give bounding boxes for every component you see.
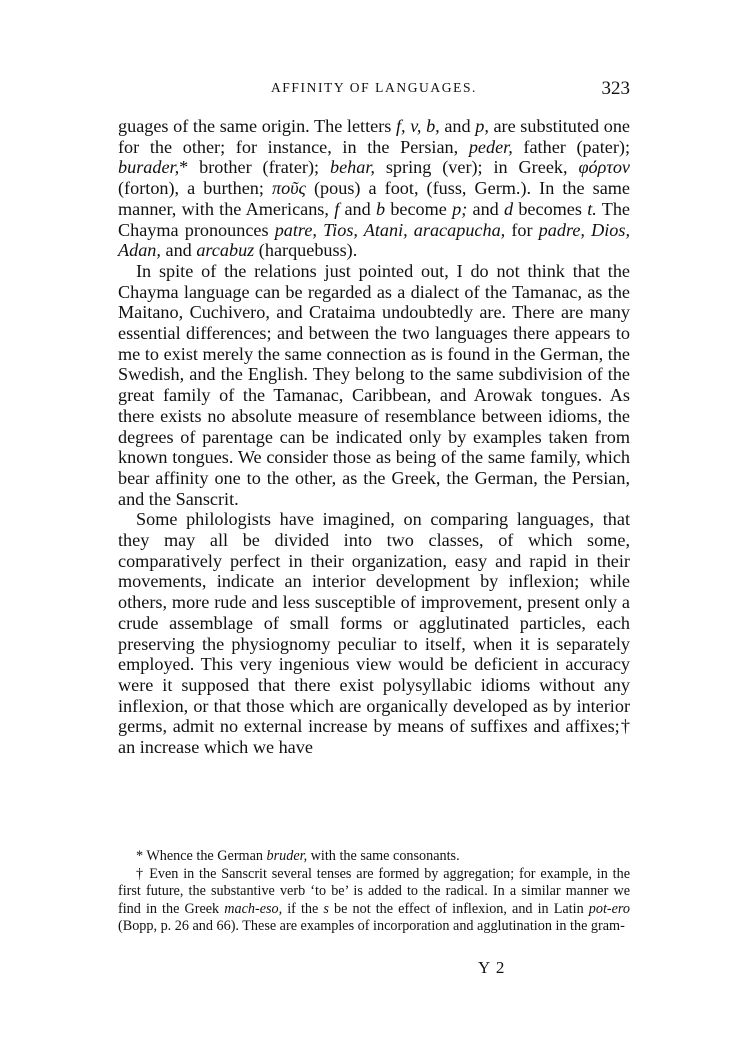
main-text: [118, 116, 630, 758]
italic-run: d: [504, 198, 514, 219]
running-title: AFFINITY OF LANGUAGES.: [270, 80, 478, 95]
italic-run: φόρτον: [578, 157, 630, 178]
page-header: [118, 78, 630, 104]
signature-mark: Y 2: [478, 958, 506, 977]
page-number: 323: [601, 78, 630, 99]
italic-run: b: [375, 198, 386, 219]
italic-run: p;: [452, 198, 468, 219]
italic-run: peder,: [468, 136, 513, 157]
paragraph-2: In spite of the relations just pointed out, I do not think that the Chayma language can be regarded as a dialect of the Tamanac, as the Maitano, Cuchivero, and Crataima undoubtedly are. There are many essential differences; and between the two languages there appears to me to exist merely the same connection as is found in the German, the Swedish, and the English. They belong to the same subdivision of the great family of the Tamanac, Caribbean, and Arowak tongues. As there exists no absolute measure of resemblance between idioms, the degrees of parentage can be indicated only by examples taken from known tongues. We consider those as being of the same family, which bear affinity one to the other, as the Greek, the German, the Persian, and the Sanscrit.: [118, 260, 630, 509]
italic-run: burader,: [118, 157, 180, 178]
italic-run: t.: [587, 198, 597, 219]
italic-run: s: [323, 900, 329, 917]
footnotes: [118, 848, 630, 936]
italic-run: p,: [475, 116, 489, 136]
paragraph-1: guages of the same origin. The letters f, v, b, and p, are substituted one for the other; for instance, in the Persian, peder, father (pater); burader,* brother (frater); behar, spring (ver); in Greek, φόρτον (forton), a burthen; ποῦς (pous) a foot, (fuss, Germ.). In the same manner, with the Americans, f and b become p; and d becomes t. The Chayma pronounces patre, Tios, Atani, aracapucha, for padre, Dios, Adan, and arcabuz (harquebuss).: [118, 116, 630, 261]
italic-run: behar,: [329, 157, 375, 178]
footnote-1: * Whence the German bruder, with the same consonants.: [136, 848, 460, 864]
italic-run: f: [334, 198, 340, 219]
italic-run: mach-eso,: [224, 900, 283, 917]
italic-run: arcabuz: [196, 240, 255, 261]
footnote-2: † Even in the Sanscrit several tenses are formed by aggregation; for example, in the first future, the substantive verb ‘to be’ is added to the radical. In a similar manner we find in the Greek mach-eso, if the s be not the effect of inflexion, and in Latin pot-ero (Bopp, p. 26 and 66). These are examples of incorporation and agglutination in the gram-: [118, 865, 630, 935]
italic-run: patre, Tios, Atani, aracapucha,: [274, 219, 506, 240]
italic-run: pot-ero: [588, 900, 630, 917]
italic-run: ποῦς: [271, 178, 306, 199]
italic-run: f, v, b,: [395, 116, 440, 136]
paragraph-3: Some philologists have imagined, on comparing languages, that they may all be divided into two classes, of which some, comparatively perfect in their organization, easy and rapid in their movements, indicate an interior development by inflexion; while others, more rude and less susceptible of improvement, present only a crude assemblage of small forms or agglutinated particles, each preserving the physiognomy peculiar to itself, when it is separately employed. This very ingenious view would be deficient in accuracy were it supposed that there exist polysyllabic idioms without any inflexion, or that those which are organically developed as by interior germs, admit no external increase by means of suffixes and affixes;† an increase which we have: [118, 509, 630, 758]
italic-run: padre, Dios, Adan,: [118, 219, 630, 261]
italic-run: bruder,: [266, 848, 308, 864]
